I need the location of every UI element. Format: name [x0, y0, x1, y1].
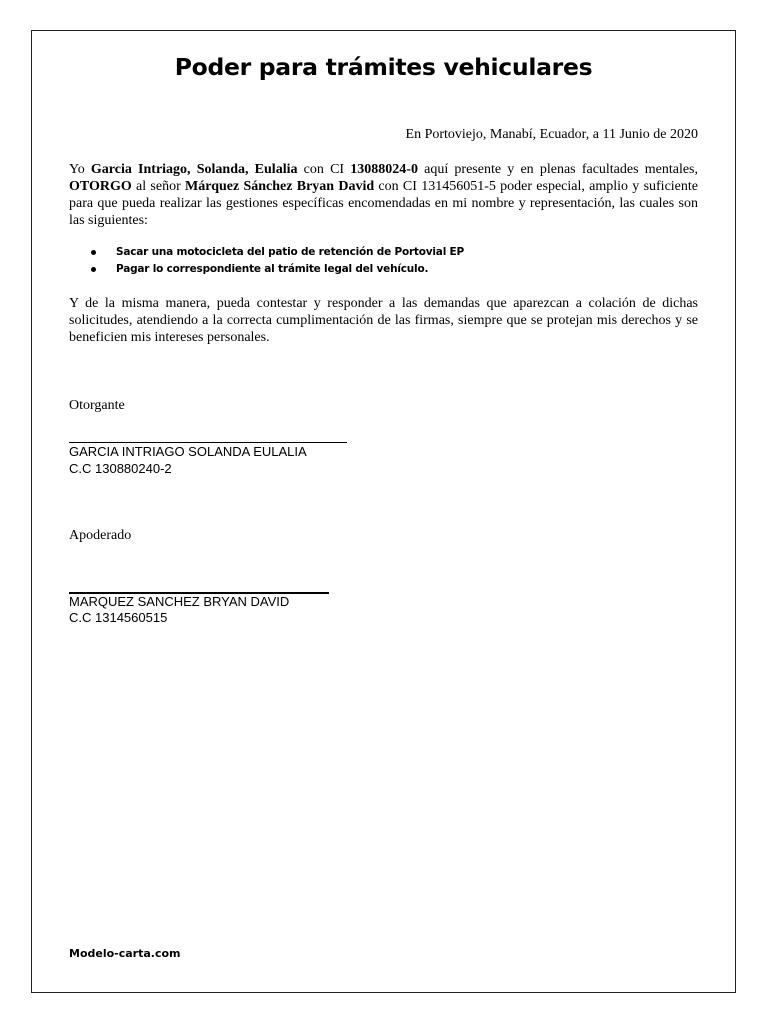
attorney-name: Márquez Sánchez Bryan David: [185, 179, 375, 194]
otorgante-id: C.C 130880240-2: [69, 461, 172, 476]
intro-text-1: Yo: [69, 162, 91, 177]
intro-text-5: con CI 131456051-5 poder especial, amplio y suficiente para que pueda realizar las gestiones específicas encomendadas en mi nombre y representación, las cuales son las siguientes:: [69, 179, 698, 228]
task-list: [69, 244, 698, 278]
intro-text-4: al señor: [131, 179, 186, 194]
apoderado-name: MARQUEZ SANCHEZ BRYAN DAVID: [69, 594, 290, 609]
list-item: [69, 261, 698, 278]
otorgante-name: GARCIA INTRIAGO SOLANDA EULALIA: [69, 444, 307, 459]
apoderado-id: C.C 1314560515: [69, 610, 168, 625]
date-line: En Portoviejo, Manabí, Ecuador, a 11 Junio de 2020: [405, 127, 698, 142]
intro-text-3: aquí presente y en plenas facultades mentales,: [417, 162, 699, 177]
grantor-ci: 13088024-0: [350, 162, 418, 177]
otorgo-word: OTORGO: [69, 179, 132, 194]
list-item-text: Pagar lo correspondiente al trámite legal del vehículo.: [116, 263, 429, 275]
list-item-text: Sacar una motocicleta del patio de retención de Portovial EP: [116, 246, 465, 258]
list-item: [69, 244, 698, 261]
intro-paragraph: [69, 161, 698, 229]
otorgante-signature-line: [69, 442, 347, 443]
apoderado-label: Apoderado: [69, 528, 132, 543]
document-title: Poder para trámites vehiculares: [174, 53, 593, 81]
bullet-icon: [91, 267, 96, 272]
footer-source: Modelo-carta.com: [69, 947, 181, 960]
bullet-icon: [91, 250, 96, 255]
grantor-name: Garcia Intriago, Solanda, Eulalia: [90, 162, 298, 177]
closing-paragraph: Y de la misma manera, pueda contestar y responder a las demandas que aparezcan a colación de dichas solicitudes, atendiendo a la correcta cumplimentación de las firmas, siempre que se protejan mis derechos y se beneficien mis intereses personales.: [69, 296, 698, 345]
otorgante-label: Otorgante: [69, 398, 125, 413]
intro-text-2: con CI: [297, 162, 351, 177]
